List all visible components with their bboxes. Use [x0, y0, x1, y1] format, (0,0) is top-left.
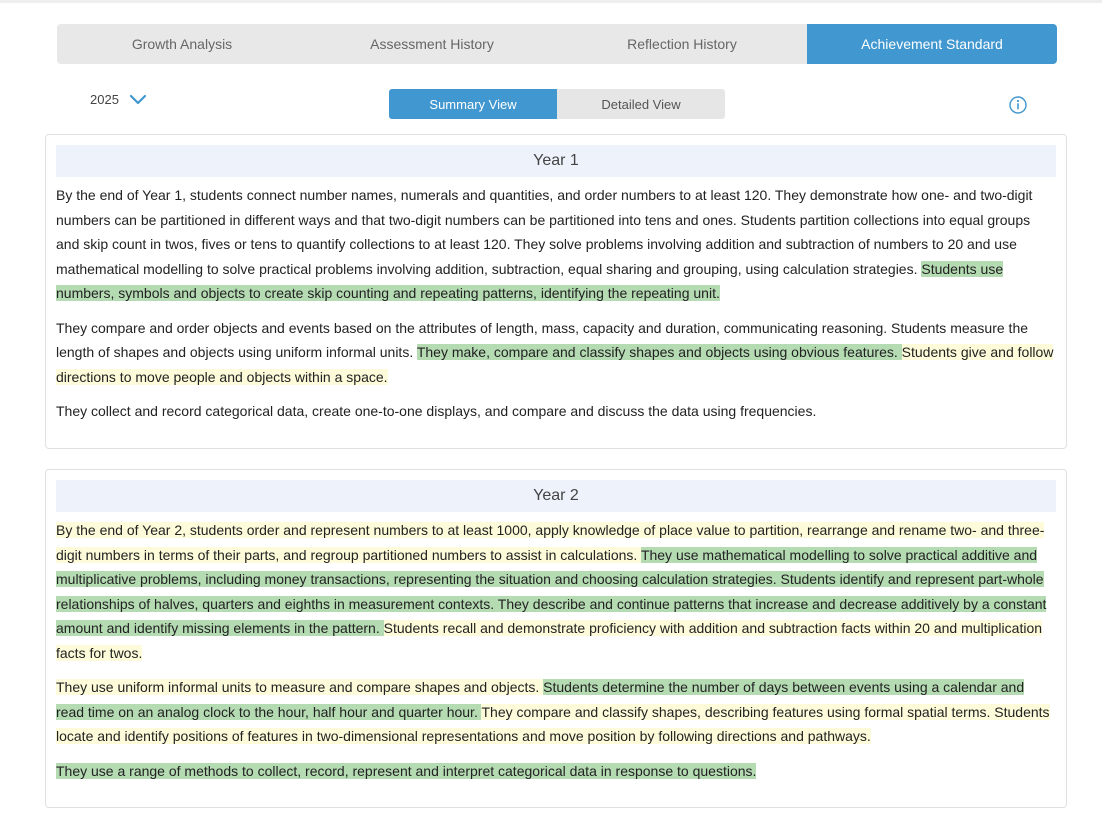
partially-highlighted-text: Students give and follow directions to move people and objects within a space.: [56, 344, 1054, 385]
year-2-paragraph-2: [56, 675, 1056, 749]
tab-achievement-standard[interactable]: Achievement Standard: [807, 24, 1057, 64]
tab-assessment-history[interactable]: Assessment History: [307, 24, 557, 64]
year-2-card: [45, 469, 1067, 808]
year-1-paragraph-1: [56, 183, 1056, 306]
partially-highlighted-text: They use uniform informal units to measure and compare shapes and objects.: [56, 679, 544, 695]
year-1-title: Year 1: [56, 145, 1056, 177]
summary-view-button[interactable]: Summary View: [389, 89, 557, 119]
top-divider: [0, 0, 1102, 3]
highlighted-standard-text: They use a range of methods to collect, record, represent and interpret categorical data in response to questions.: [56, 762, 757, 779]
info-icon[interactable]: [1009, 96, 1027, 114]
year-1-paragraph-3: [56, 399, 1056, 424]
year-dropdown-value: 2025: [90, 92, 119, 107]
year-1-paragraph-2: [56, 316, 1056, 390]
view-toggle: [389, 89, 725, 119]
tab-bar: [57, 24, 1057, 64]
year-2-paragraph-1: [56, 518, 1056, 665]
partially-highlighted-text: They compare and classify shapes, describing features using formal spatial terms. Students locate and identify positions of features in two-dimensional representations and move position by following directions and pathways.: [56, 703, 1050, 744]
chevron-down-icon: [129, 94, 147, 106]
partially-highlighted-text: Students recall and demonstrate proficiency with addition and subtraction facts within 20 and multiplication facts for twos.: [56, 620, 1043, 661]
year-2-body: [46, 512, 1066, 783]
partially-highlighted-text: By the end of Year 2, students order and represent numbers to at least 1000, apply knowledge of place value to partition, rearrange and rename two- and three-digit numbers in terms of their parts, and regroup partitioned numbers to assist in calculations.: [56, 522, 1045, 563]
highlighted-standard-text: Students use numbers, symbols and objects to create skip counting and repeating patterns, identifying the repeating unit.: [56, 260, 1004, 301]
year-dropdown[interactable]: [90, 92, 147, 107]
highlighted-standard-text: They use mathematical modelling to solve practical additive and multiplicative problems, including money transactions, representing the situation and choosing calculation strategies. Students identify and represent part-whole relationships of halves, quarters and eighths in measurement contexts. They describe and continue patterns that increase and decrease additively by a constant amount and identify missing elements in the pattern.: [56, 546, 1047, 636]
standard-text: They collect and record categorical data, create one-to-one displays, and compare and discuss the data using frequencies.: [56, 403, 817, 419]
standard-text: By the end of Year 1, students connect number names, numerals and quantities, and order numbers to at least 120. They demonstrate how one- and two-digit numbers can be partitioned in different ways and that two-digit numbers can be partitioned into tens and ones. Students partition collections into equal groups and skip count in twos, fives or tens to quantify collections to at least 120. They solve problems involving addition and subtraction of numbers to 20 and use mathematical modelling to solve practical problems involving addition, subtraction, equal sharing and grouping, using calculation strategies.: [56, 187, 1033, 277]
year-2-paragraph-3: [56, 759, 1056, 784]
year-2-title: Year 2: [56, 480, 1056, 512]
highlighted-standard-text: Students determine the number of days between events using a calendar and read time on an analog clock to the hour, half hour and quarter hour.: [56, 679, 1025, 720]
tab-growth-analysis[interactable]: Growth Analysis: [57, 24, 307, 64]
standard-text: They compare and order objects and events based on the attributes of length, mass, capacity and duration, communicating reasoning. Students measure the length of shapes and objects using uniform informal units.: [56, 319, 1029, 360]
tab-reflection-history[interactable]: Reflection History: [557, 24, 807, 64]
highlighted-standard-text: They make, compare and classify shapes and objects using obvious features.: [416, 344, 902, 360]
detailed-view-button[interactable]: Detailed View: [557, 89, 725, 119]
year-1-body: [46, 177, 1066, 424]
year-1-card: [45, 134, 1067, 449]
